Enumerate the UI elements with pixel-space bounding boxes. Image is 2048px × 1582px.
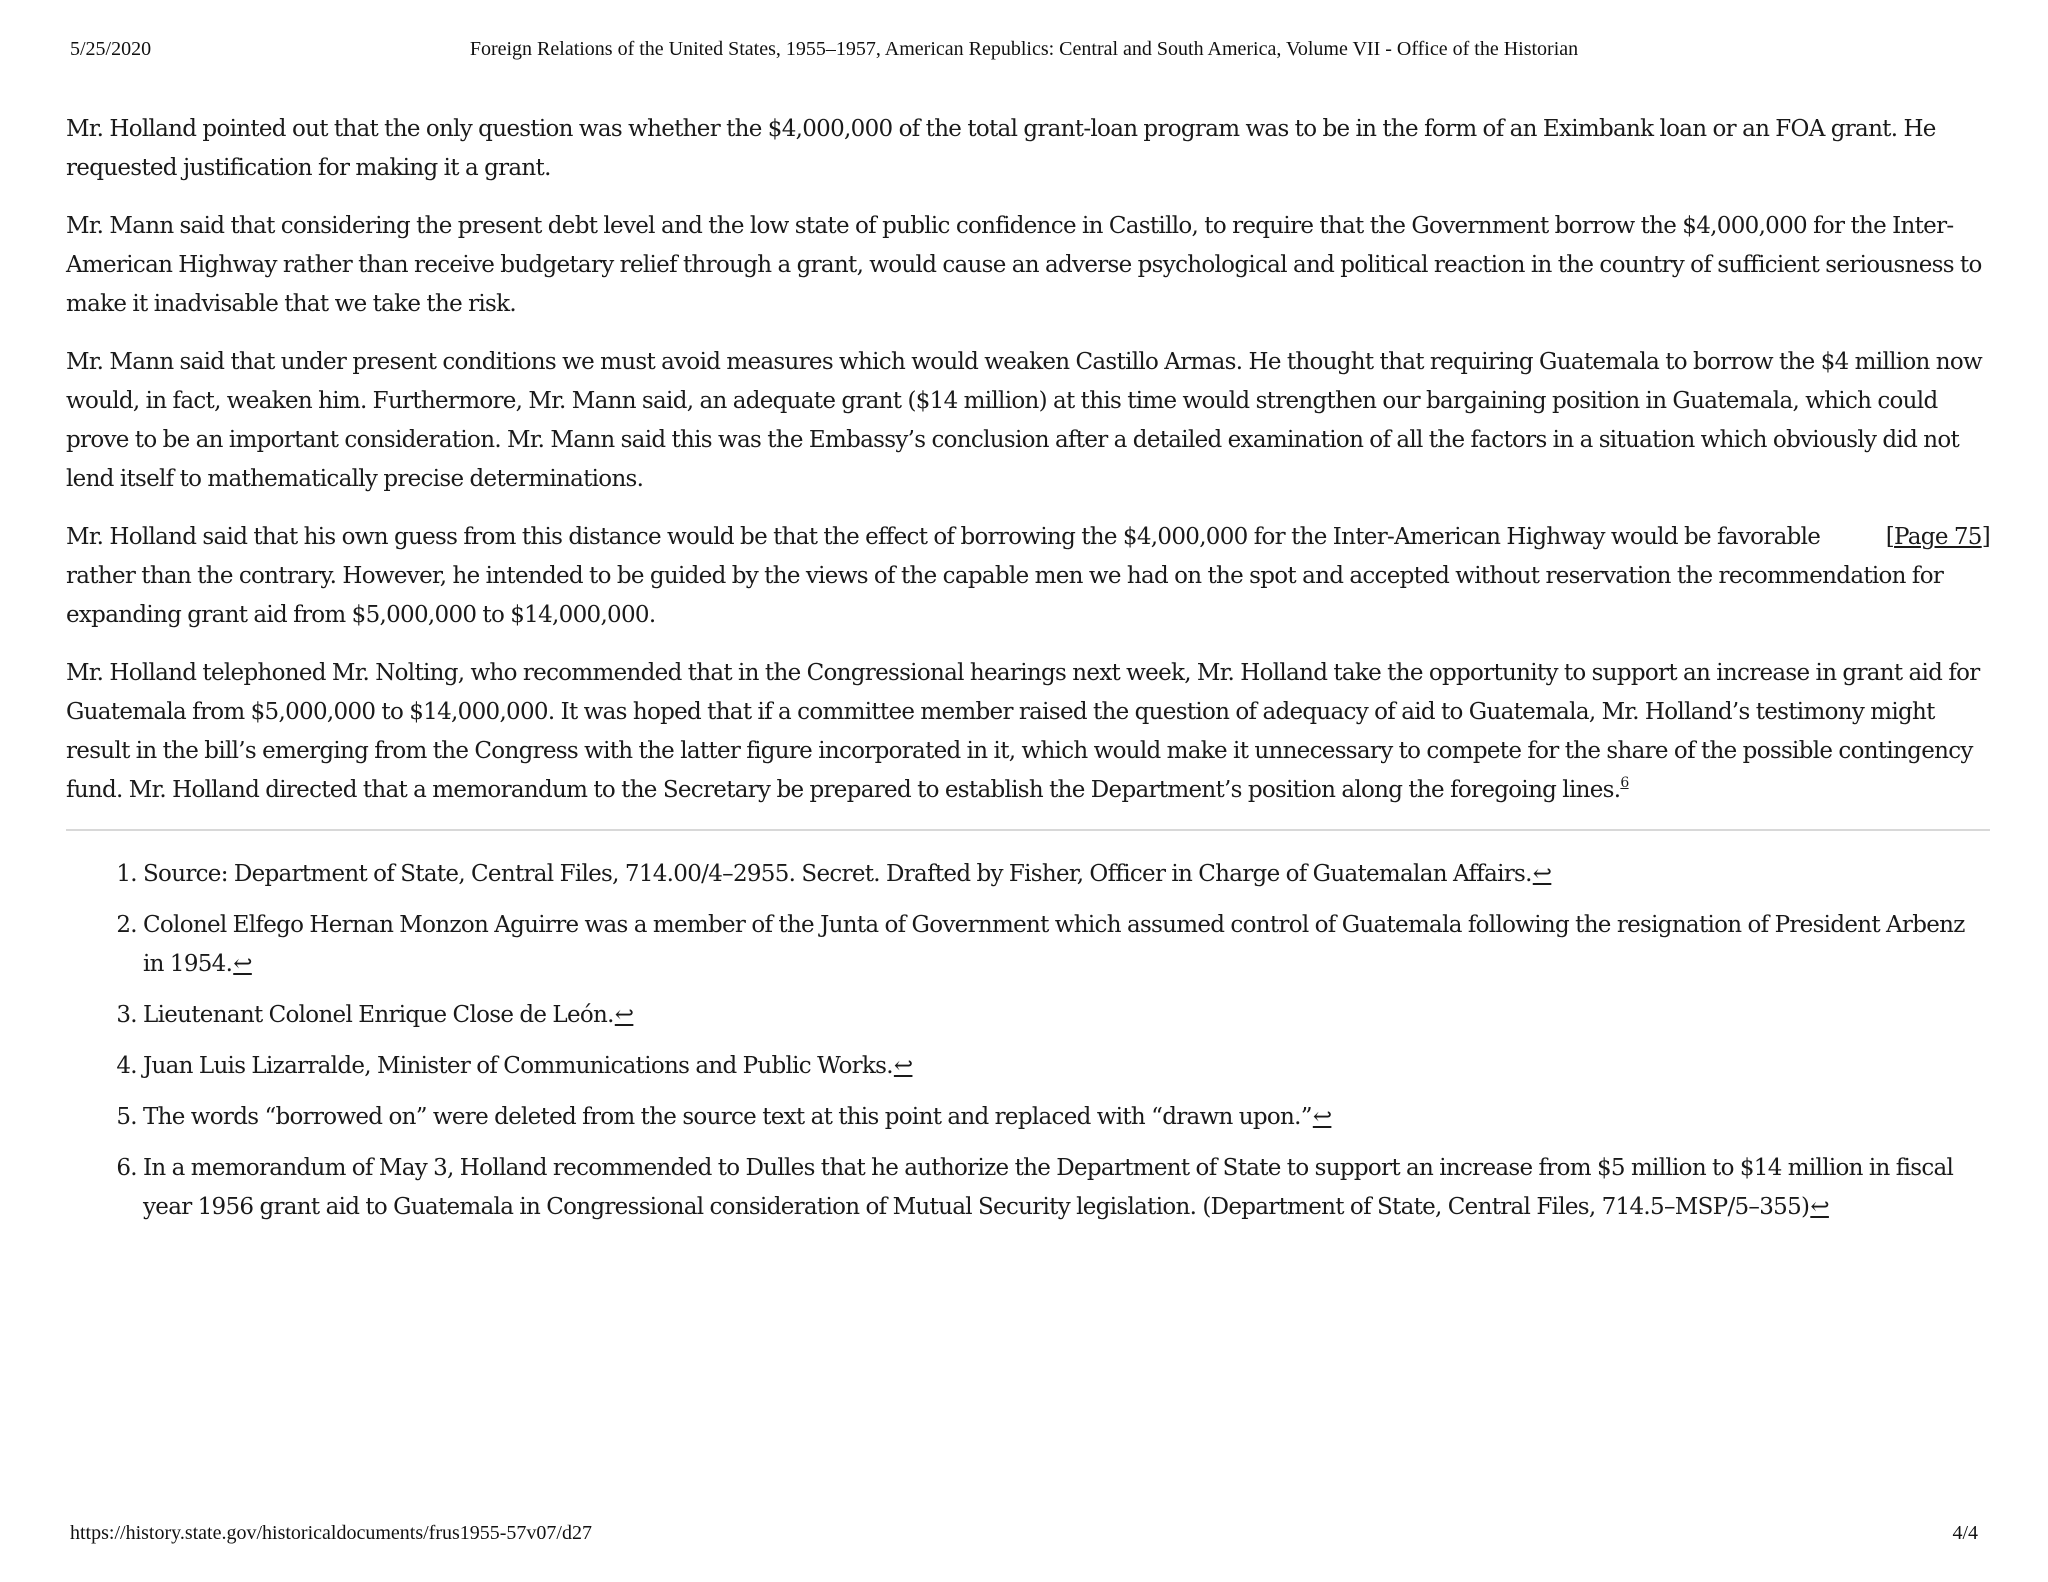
footnote-backref-icon[interactable]: ↩: [1810, 1194, 1829, 1220]
page-url: https://history.state.gov/historicaldocuments/frus1955-57v07/d27: [70, 1522, 592, 1544]
paragraph-mann-castillo: Mr. Mann said that under present conditions we must avoid measures which would weaken Castillo Armas. He thought that requiring Guatemala to borrow the $4 million now would, in fact, weaken him. Furthermore, Mr. Mann said, an adequate grant ($14 million) at this time would strengthen our bargaining position in Guatemala, which could prove to be an important consideration. Mr. Mann said this was the Embassy’s conclusion after a detailed examination of all the factors in a situation which obviously did not lend itself to mathematically precise determinations.: [66, 349, 1983, 492]
footnotes-list: [66, 855, 1990, 1227]
footnote-item: 2. Colonel Elfego Hernan Monzon Aguirre was a member of the Junta of Government which assumed control of Guatemala following the resignation of President Arbenz in 1954.↩: [143, 906, 1990, 984]
print-date: 5/25/2020: [70, 38, 152, 60]
footnote-ref-6-link[interactable]: 6: [1620, 775, 1629, 791]
paragraph-holland-nolting: Mr. Holland telephoned Mr. Nolting, who recommended that in the Congressional hearings next week, Mr. Holland take the opportunity to support an increase in grant aid for Guatemala from $5,000,000 to $14,000,000. It was hoped that if a committee member raised the question of adequacy of aid to Guatemala, Mr. Holland’s testimony might result in the bill’s emerging from the Congress with the latter figure incorporated in it, which would make it unnecessary to compete for the share of the possible contingency fund. Mr. Holland directed that a memorandum to the Secretary be prepared to establish the Department’s position along the foregoing lines.$^6$: [66, 660, 1980, 803]
footnote-backref-icon[interactable]: ↩: [614, 1002, 634, 1028]
paragraph-holland-question: Mr. Holland pointed out that the only question was whether the $4,000,000 of the total grant-loan program was to be in the form of an Eximbank loan or an FOA grant. He requested justification for making it a grant.: [66, 116, 1936, 181]
footnote-item: 5. The words “borrowed on” were deleted from the source text at this point and replaced with “drawn upon.”↩: [143, 1098, 1990, 1137]
print-header: [70, 38, 1978, 66]
page-number: 4/4: [1952, 1522, 1978, 1544]
footnote-backref-icon[interactable]: ↩: [233, 951, 252, 977]
document-body: [66, 110, 1990, 1239]
paragraph-mann-debt: Mr. Mann said that considering the present debt level and the low state of public confidence in Castillo, to require that the Government borrow the $4,000,000 for the Inter-American Highway rather than receive budgetary relief through a grant, would cause an adverse psychological and political reaction in the country of sufficient seriousness to make it inadvisable that we take the risk.: [66, 213, 1982, 317]
footnote-item: 4. Juan Luis Lizarralde, Minister of Communications and Public Works.↩: [143, 1047, 1990, 1086]
footnote-item: 6. In a memorandum of May 3, Holland recommended to Dulles that he authorize the Department of State to support an increase from $5 million to $14 million in fiscal year 1956 grant aid to Guatemala in Congressional consideration of Mutual Security legislation. (Department of State, Central Files, 714.5–MSP/5–355)↩: [143, 1149, 1990, 1227]
document-title: Foreign Relations of the United States, 1955–1957, American Republics: Central and South America, Volume VII - Office of the Historian: [469, 38, 1579, 60]
page-marker: [Page 75]: [1885, 524, 1990, 550]
footnote-backref-icon[interactable]: ↩: [1532, 861, 1552, 887]
footnote-item: 1. Source: Department of State, Central Files, 714.00/4–2955. Secret. Drafted by Fisher, Officer in Charge of Guatemalan Affairs.↩: [143, 855, 1990, 894]
footnote-item: 3. Lieutenant Colonel Enrique Close de León.↩: [143, 996, 1990, 1035]
paragraph-holland-guess: [Page 75] Mr. Holland said that his own guess from this distance would be that the effect of borrowing the $4,000,000 for the Inter-American Highway would be favorable rather than the contrary. However, he intended to be guided by the views of the capable men we had on the spot and accepted without reservation the recommendation for expanding grant aid from $5,000,000 to $14,000,000.: [66, 518, 1990, 635]
footnote-backref-icon[interactable]: ↩: [1312, 1104, 1332, 1130]
footnotes-divider: [66, 829, 1990, 831]
page-75-link[interactable]: Page 75: [1894, 524, 1982, 550]
footnote-backref-icon[interactable]: ↩: [893, 1053, 913, 1079]
